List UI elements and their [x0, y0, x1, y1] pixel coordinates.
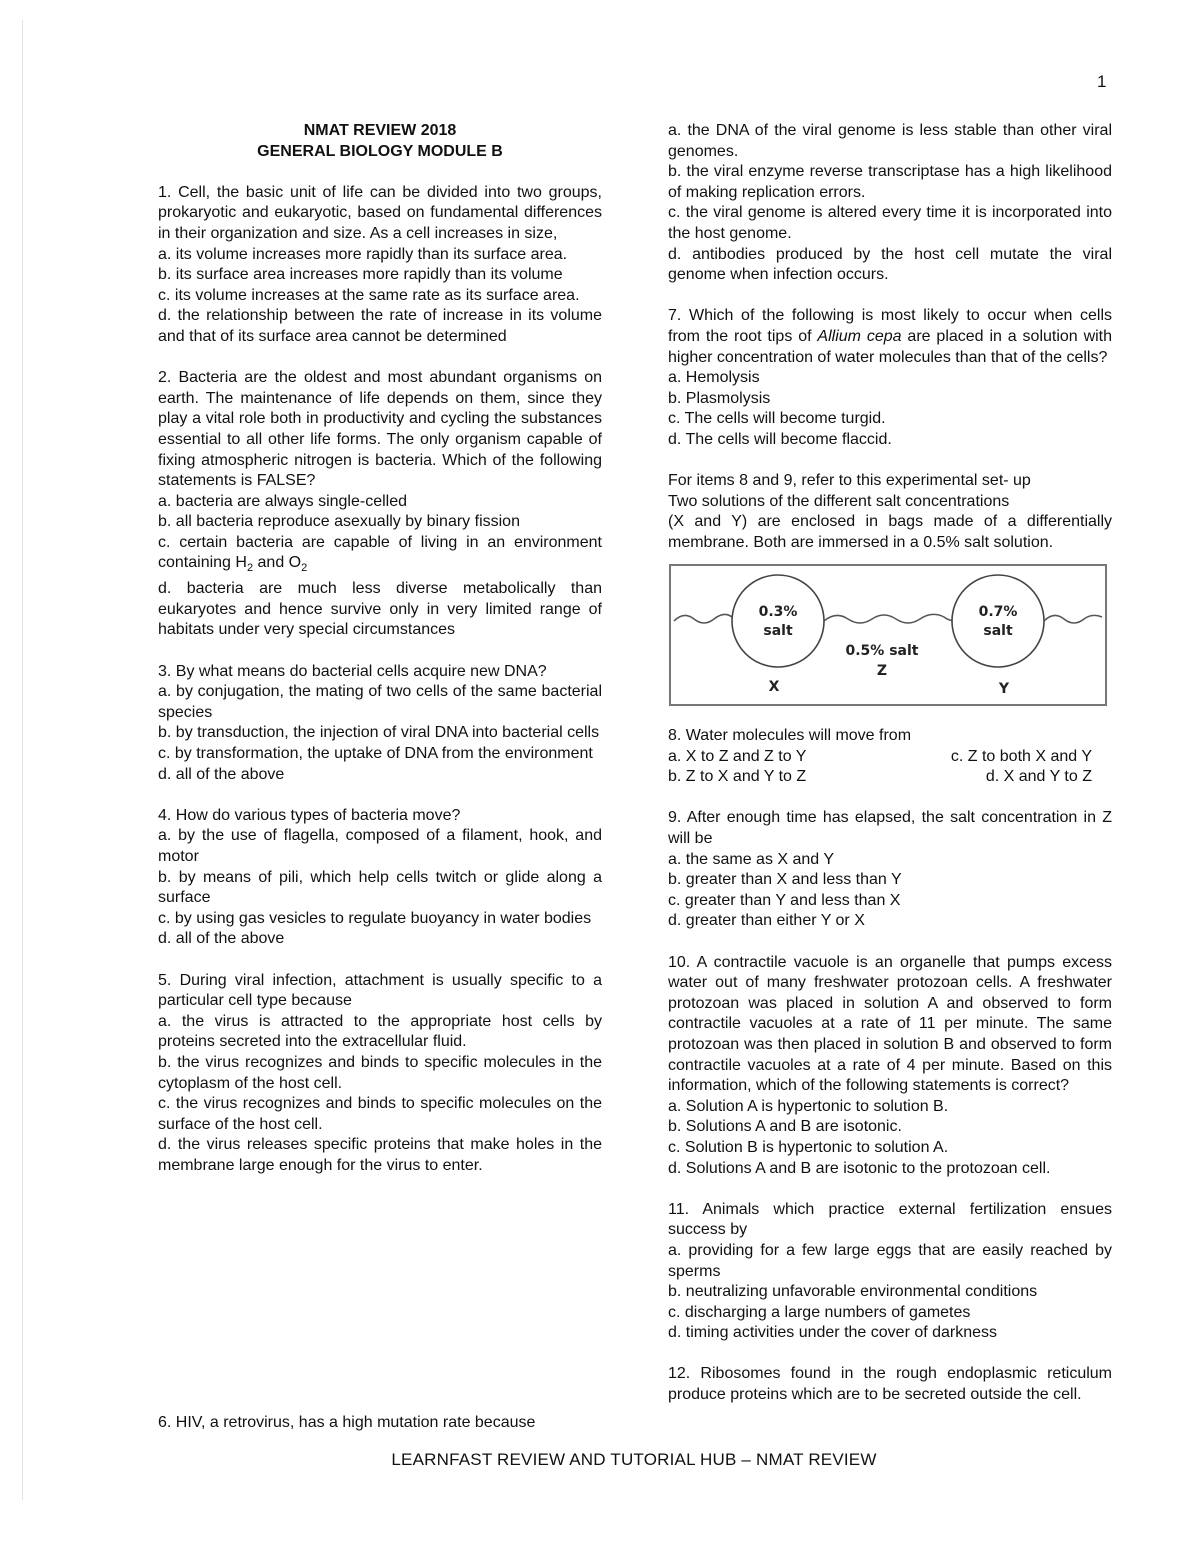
bag-y-concentration: 0.7%	[978, 604, 1018, 621]
question-3	[158, 662, 602, 786]
right-column	[668, 121, 1112, 1406]
question-4-option-a: a. by the use of flagella, composed of a filament, hook, and motor	[158, 827, 602, 865]
question-9-option-a: a. the same as X and Y	[668, 850, 835, 868]
question-3-option-b: b. by transduction, the injection of viral DNA into bacterial cells	[158, 724, 600, 742]
question-10-option-c: c. Solution B is hypertonic to solution A.	[668, 1138, 949, 1156]
question-6-option-d: d. antibodies produced by the host cell mutate the viral genome when infection occurs.	[668, 245, 1112, 284]
question-2-option-c-and: and O	[253, 554, 302, 572]
solution-z-label: Z	[876, 663, 888, 680]
setup-line-2: Two solutions of the different salt concentrations	[668, 492, 1010, 510]
solution-z-concentration: 0.5% salt	[845, 643, 919, 660]
question-7-stem-pre: 7. Which of the following is most likely to occur when cells from the root tips of	[668, 307, 1112, 345]
question-10-stem: 10. A contractile vacuole is an organelle that pumps excess water out of many freshwater protozoan cells. A freshwater protozoan was placed in solution A and observed to form contractile vacuoles at a rate of 11 per minute. The same protozoan was then placed in solution B and observed to form contractile vacuoles at a rate of 4 per minute. Based on this information, which of the following statements is correct?	[668, 953, 1112, 1095]
question-2-option-c	[158, 533, 602, 579]
question-8-stem: 8. Water molecules will move from	[668, 727, 912, 745]
question-7-option-c: c. The cells will become turgid.	[668, 410, 886, 428]
question-8-option-b: b. Z to X and Y to Z	[668, 768, 807, 786]
question-1-option-d: d. the relationship between the rate of increase in its volume and that of its surface area cannot be determined	[158, 307, 602, 345]
question-9-option-d: d. greater than either Y or X	[668, 912, 865, 930]
setup-line-3: (X and Y) are enclosed in bags made of a differentially membrane. Both are immersed in a 0.5% salt solution.	[668, 513, 1112, 551]
question-9-option-b: b. greater than X and less than Y	[668, 871, 902, 889]
species-name: Allium cepa	[817, 327, 902, 345]
question-11-option-a: a. providing for a few large eggs that are easily reached by sperms	[668, 1241, 1112, 1280]
question-2-option-b: b. all bacteria reproduce asexually by binary fission	[158, 513, 520, 531]
bag-x-concentration: 0.3%	[758, 604, 798, 621]
question-6-options	[668, 121, 1112, 286]
question-11	[668, 1200, 1112, 1344]
question-7-stem-post: are placed in a solution with higher concentration of water molecules than that of the cells?	[668, 327, 1113, 366]
question-1-option-a: a. its volume increases more rapidly than its surface area.	[158, 245, 568, 263]
question-3-option-c: c. by transformation, the uptake of DNA from the environment	[158, 745, 593, 762]
question-2-option-a: a. bacteria are always single-celled	[158, 492, 408, 510]
question-4-option-c: c. by using gas vesicles to regulate buoyancy in water bodies	[158, 909, 592, 927]
page-number: 1	[1097, 72, 1107, 91]
question-9-option-c: c. greater than Y and less than X	[668, 891, 901, 909]
question-4-option-d: d. all of the above	[158, 930, 285, 948]
question-8-row-1	[668, 747, 1112, 768]
question-7	[668, 306, 1112, 450]
question-5-stem: 5. During viral infection, attachment is usually specific to a particular cell type because	[158, 971, 602, 1010]
bag-x-label: X	[768, 679, 780, 696]
question-2	[158, 368, 602, 641]
question-7-stem	[668, 306, 1112, 368]
question-5-option-a: a. the virus is attracted to the appropriate host cells by proteins secreted into the extracellular fluid.	[158, 1012, 602, 1051]
osmosis-diagram	[668, 563, 1108, 707]
question-9	[668, 808, 1112, 932]
question-1	[158, 183, 602, 348]
question-4-stem: 4. How do various types of bacteria move?	[158, 806, 461, 824]
question-6-option-a: a. the DNA of the viral genome is less stable than other viral genomes.	[668, 122, 1112, 160]
question-2-option-c-text: c. certain bacteria are capable of living in an environment containing H	[158, 533, 602, 572]
question-11-stem: 11. Animals which practice external fertilization ensues success by	[668, 1200, 1112, 1239]
question-9-stem: 9. After enough time has elapsed, the salt concentration in Z will be	[668, 809, 1112, 848]
question-8-row-2	[668, 767, 1112, 788]
question-12	[668, 1364, 1112, 1405]
question-10-option-a: a. Solution A is hypertonic to solution B.	[668, 1097, 949, 1115]
page-footer: LEARNFAST REVIEW AND TUTORIAL HUB – NMAT REVIEW	[391, 1450, 877, 1469]
bag-y-label: Y	[998, 681, 1010, 698]
question-7-option-b: b. Plasmolysis	[668, 389, 771, 407]
question-11-option-d: d. timing activities under the cover of darkness	[668, 1324, 998, 1342]
question-7-option-d: d. The cells will become flaccid.	[668, 430, 892, 448]
question-6-stem: 6. HIV, a retrovirus, has a high mutation rate because	[158, 1414, 536, 1431]
question-6-option-b: b. the viral enzyme reverse transcriptase has a high likelihood of making replication errors.	[668, 163, 1112, 201]
question-2-option-d: d. bacteria are much less diverse metabolically than eukaryotes and hence survive only in very limited range of habitats under very special circumstances	[158, 580, 602, 639]
question-11-option-b: b. neutralizing unfavorable environmental conditions	[668, 1283, 1038, 1301]
question-5	[158, 971, 602, 1177]
setup-line-1: For items 8 and 9, refer to this experimental set- up	[668, 472, 1031, 490]
bag-x-salt-label: salt	[763, 623, 793, 640]
page-edge-shadow	[22, 20, 23, 1500]
left-column	[158, 121, 602, 1197]
subscript-2: 2	[301, 562, 308, 575]
experiment-setup	[668, 471, 1112, 553]
question-10-option-b: b. Solutions A and B are isotonic.	[668, 1118, 902, 1136]
question-8-option-d: d. X and Y to Z	[985, 768, 1092, 786]
question-3-option-a: a. by conjugation, the mating of two cells of the same bacterial species	[158, 683, 602, 721]
question-2-stem: 2. Bacteria are the oldest and most abundant organisms on earth. The maintenance of life depends on them, since they play a vital role both in productivity and cycling the substances essential to all other life forms. The only organism capable of fixing atmospheric nitrogen is bacteria. Which of the following statements is FALSE?	[158, 369, 602, 490]
document-title	[158, 121, 602, 162]
question-8-option-a: a. X to Z and Z to Y	[668, 747, 807, 765]
title-line-2: GENERAL BIOLOGY MODULE B	[257, 142, 503, 160]
bag-y-circle	[952, 575, 1044, 667]
question-1-stem: 1. Cell, the basic unit of life can be divided into two groups, prokaryotic and eukaryotic, based on fundamental differences in their organization and size. As a cell increases in size,	[158, 183, 602, 242]
subscript-2: 2	[246, 562, 254, 575]
question-3-stem: 3. By what means do bacterial cells acquire new DNA?	[158, 662, 547, 680]
question-12-stem: 12. Ribosomes found in the rough endoplasmic reticulum produce proteins which are to be secreted outside the cell.	[668, 1365, 1112, 1404]
question-6-option-c: c. the viral genome is altered every time it is incorporated into the host genome.	[668, 204, 1112, 242]
question-4-option-b: b. by means of pili, which help cells twitch or glide along a surface	[158, 868, 602, 907]
question-8	[668, 726, 1112, 788]
question-5-option-b: b. the virus recognizes and binds to specific molecules in the cytoplasm of the host cell.	[158, 1053, 602, 1092]
question-3-option-d: d. all of the above	[158, 765, 285, 783]
question-8-option-c: c. Z to both X and Y	[950, 747, 1092, 765]
question-11-option-c: c. discharging a large numbers of gametes	[668, 1303, 971, 1321]
question-7-option-a: a. Hemolysis	[668, 369, 760, 387]
title-line-1: NMAT REVIEW 2018	[303, 122, 457, 139]
question-4	[158, 806, 602, 950]
question-1-option-c: c. its volume increases at the same rate as its surface area.	[158, 286, 580, 304]
question-5-option-c: c. the virus recognizes and binds to specific molecules on the surface of the host cell.	[158, 1095, 602, 1133]
question-5-option-d: d. the virus releases specific proteins that make holes in the membrane large enough for the virus to enter.	[158, 1136, 602, 1174]
question-10	[668, 953, 1112, 1180]
question-10-option-d: d. Solutions A and B are isotonic to the protozoan cell.	[668, 1159, 1051, 1177]
question-1-option-b: b. its surface area increases more rapidly than its volume	[158, 266, 563, 284]
bag-y-salt-label: salt	[983, 623, 1013, 640]
bag-x-circle	[732, 575, 824, 667]
